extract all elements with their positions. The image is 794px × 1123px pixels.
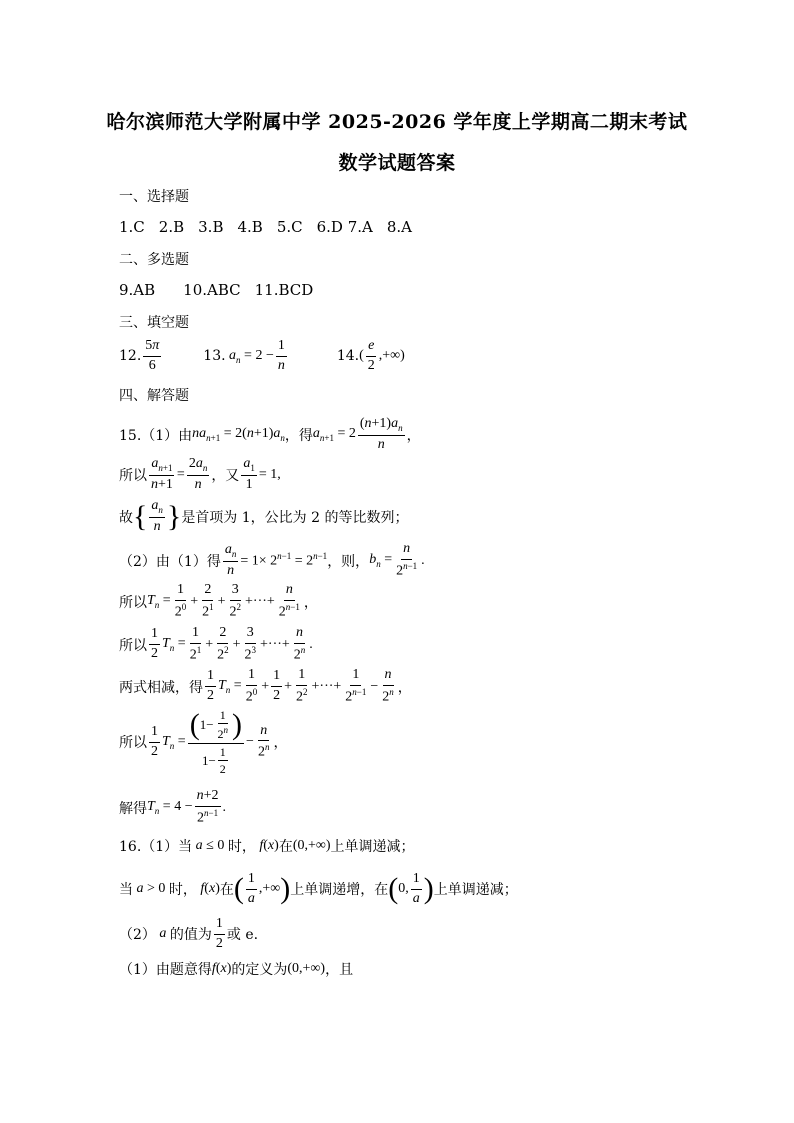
- answer-12-fraction: $\frac{5\pi}{6}$: [145, 338, 160, 373]
- answer-5: 5.C: [276, 218, 303, 236]
- answer-4: 4.B: [237, 218, 263, 236]
- q15-line-6: 所以 $\frac{1}{2}$ $T_n$ = $\frac{1}{2^1}$ + $\frac{2}{2^2}$ + $\frac{3}{2^3}$ +···+ $\frac{n}{2^n}$ .: [119, 625, 313, 663]
- document-title: 哈尔滨师范大学附属中学 2025-2026 学年度上学期高二期末考试: [106, 111, 688, 133]
- answer-14-fraction: $\frac{e}{2}$: [367, 338, 375, 373]
- section-fill: 三、填空题: [119, 315, 189, 331]
- q15-line-3: 故 { $\frac{a_n}{n}$ } 是首项为 1，公比为 2 的等比数列；: [119, 498, 409, 534]
- answer-13-label: 13.: [203, 348, 226, 365]
- q16-line-3: （2） a 的值为 $\frac{1}{2}$ 或 e.: [119, 916, 259, 951]
- q16-line-2: 当 a > 0 时， f(x) 在 ( $\frac{1}{a}$ ,+∞ ) 上单调递增，在 ( 0, $\frac{1}{a}$ ) 上单调递减；: [119, 871, 518, 906]
- q16-line-1: 16.（1）当 a ≤ 0 时， f(x) 在 (0,+∞) 上单调递减；: [119, 838, 415, 855]
- choice-answers: [119, 218, 412, 236]
- answer-3: 3.B: [198, 218, 224, 236]
- answer-1: 1.C: [119, 218, 145, 236]
- fill-answers: 12. $\frac{5\pi}{6}$ 13. $a_n = 2$ − $\frac{1}{n}$ 14. ( $\frac{e}{2}$ ,+∞): [119, 338, 405, 373]
- answer-2: 2.B: [158, 218, 185, 236]
- q15-line-8: 所以 $\frac{1}{2}$ $T_n$ = ( 1− $\frac{1}{2^n}$ ) 1− $\frac{1}{2}$ − $\frac{n}{2^n}$ ，: [119, 707, 288, 777]
- q15-line-2: 所以 $\frac{a_{n+1}}{n+1}$ = $\frac{2a_n}{n}$ ，又 $\frac{a_1}{1}$ = 1,: [119, 456, 281, 492]
- document-subtitle: 数学试题答案: [338, 152, 456, 174]
- q15-line-9: 解得 $T_n = 4$ − $\frac{n+2}{2^{n-1}}$ .: [119, 788, 226, 826]
- q15-line-1: 15.（1）由 $na_{n+1} = 2(n+1)a_n$ ，得 $a_{n+1} = 2$ $\frac{(n+1)a_n}{n}$ ，: [119, 416, 421, 452]
- answer-14-label: 14.: [336, 348, 360, 365]
- answer-6-7: 6.D 7.A: [316, 218, 373, 236]
- answer-10: 10.ABC: [183, 281, 241, 299]
- answer-12-label: 12.: [119, 348, 142, 365]
- multi-answers: [119, 281, 313, 299]
- answer-8: 8.A: [386, 218, 413, 236]
- section-choice: 一、选择题: [119, 189, 189, 205]
- section-multi: 二、多选题: [119, 252, 189, 268]
- answer-11: 11.BCD: [254, 281, 314, 299]
- q16-line-4: （1）由题意得 f(x) 的定义为 (0,+∞) ，且: [119, 961, 354, 978]
- answer-13-fraction: $\frac{1}{n}$: [277, 338, 285, 373]
- q15-line-5: 所以 $T_n$ = $\frac{1}{2^0}$ + $\frac{2}{2^1}$ + $\frac{3}{2^2}$ +···+ $\frac{n}{2^{n-1}}$ ，: [119, 582, 318, 620]
- answer-9: 9.AB: [119, 281, 156, 299]
- q15-line-4: （2）由（1）得 $\frac{a_n}{n}$ = $1\times 2^{n-1} = 2^{n-1}$ ，则， $b_n$ = $\frac{n}{2^{n-1}}$ .: [119, 541, 425, 579]
- section-solve: 四、解答题: [119, 388, 189, 404]
- q15-line-7: 两式相减，得 $\frac{1}{2}$ $T_n$ = $\frac{1}{2^0}$ + $\frac{1}{2}$ + $\frac{1}{2^2}$ +···+ $\frac{1}{2^{n-1}}$ − $\frac{n}{2^n}$ ，: [119, 667, 412, 705]
